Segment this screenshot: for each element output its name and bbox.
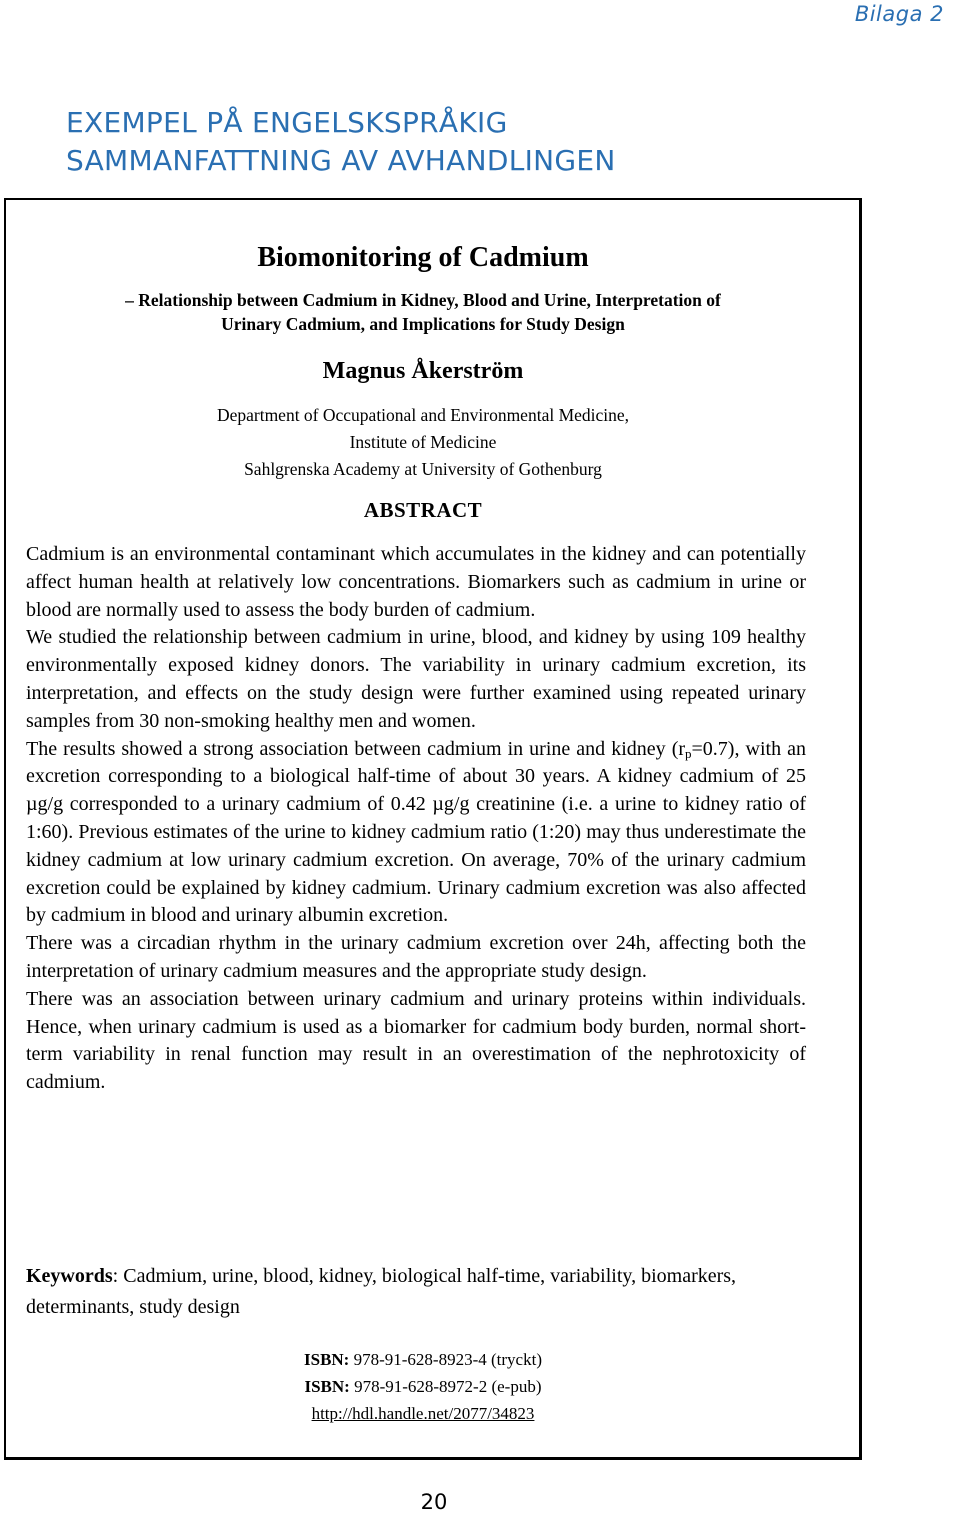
section-heading (66, 104, 926, 180)
thesis-subtitle-line2: Urinary Cadmium, and Implications for Study Design (221, 314, 625, 334)
isbn-print-value: 978-91-628-8923-4 (tryckt) (349, 1350, 542, 1369)
abstract-paragraph-5: There was an association between urinary cadmium and urinary proteins within individuals. Hence, when urinary cadmium is used as a biomarker for cadmium body burden, normal short-term variability in renal function may result in an overestimation of the nephrotoxicity of cadmium. (26, 987, 806, 1094)
thesis-title: Biomonitoring of Cadmium (257, 242, 589, 273)
handle-link[interactable]: http://hdl.handle.net/2077/34823 (311, 1404, 535, 1423)
isbn-epub-value: 978-91-628-8972-2 (e-pub) (349, 1377, 542, 1396)
abstract-body (26, 541, 806, 1097)
affiliation-academy: Sahlgrenska Academy at University of Gothenburg (244, 459, 602, 479)
affiliation-department: Department of Occupational and Environmental Medicine, (216, 405, 630, 425)
isbn-print (6, 1346, 840, 1373)
keywords (26, 1261, 816, 1323)
author-name: Magnus Åkerström (322, 358, 524, 384)
isbn-epub (6, 1373, 840, 1400)
abstract-p3-end: =0.7), with an excretion corresponding to a biological half-time of about 30 years. A kidney cadmium of 25 µg/g corresponded to a urinary cadmium of 0.42 µg/g creatinine (i.e. a urine to kidney ratio of 1:60). Previous estimates of the urine to kidney cadmium ratio (1:20) may thus underestimate the kidney cadmium at low urinary cadmium excretion. On average, 70% of the urinary cadmium excretion could be explained by kidney cadmium. Urinary cadmium excretion was also affected by cadmium in blood and urinary albumin excretion. (26, 737, 806, 927)
page-number: 20 (420, 1490, 448, 1514)
abstract-p3-subscript: p (685, 745, 692, 761)
abstract-p3-start: The results showed a strong association between cadmium in urine and kidney (r (26, 737, 686, 760)
appendix-label: Bilaga 2 (854, 2, 944, 26)
section-heading-line2: SAMMANFATTNING AV AVHANDLINGEN (66, 144, 616, 177)
thesis-subtitle-line1: – Relationship between Cadmium in Kidney, Blood and Urine, Interpretation of (125, 290, 721, 310)
isbn-label: ISBN: (304, 1350, 350, 1369)
isbn-label: ISBN: (304, 1377, 350, 1396)
isbn-block (6, 1346, 840, 1427)
abstract-frame (4, 198, 862, 1460)
section-heading-line1: EXEMPEL PÅ ENGELSKSPRÅKIG (66, 106, 508, 139)
abstract-paragraph-4: There was a circadian rhythm in the urinary cadmium excretion over 24h, affecting both the interpretation of urinary cadmium measures and the appropriate study design. (26, 932, 806, 982)
abstract-paragraph-2: We studied the relationship between cadmium in urine, blood, and kidney by using 109 healthy environmentally exposed kidney donors. The variability in urinary cadmium excretion, its interpretation, and effects on the study design were further examined using repeated urinary samples from 30 non-smoking healthy men and women. (26, 626, 806, 732)
keywords-list: : Cadmium, urine, blood, kidney, biological half-time, variability, biomarkers, determinants, study design (26, 1265, 737, 1318)
affiliation-institute: Institute of Medicine (349, 432, 497, 452)
abstract-paragraph-1: Cadmium is an environmental contaminant which accumulates in the kidney and can potentially affect human health at relatively low concentrations. Biomarkers such as cadmium in urine or blood are normally used to assess the body burden of cadmium. (26, 543, 806, 621)
abstract-heading: ABSTRACT (363, 498, 483, 522)
abstract-paragraph-3 (26, 736, 806, 931)
thesis-subtitle (6, 288, 840, 336)
affiliation (6, 402, 840, 483)
keywords-label: Keywords (26, 1265, 113, 1287)
